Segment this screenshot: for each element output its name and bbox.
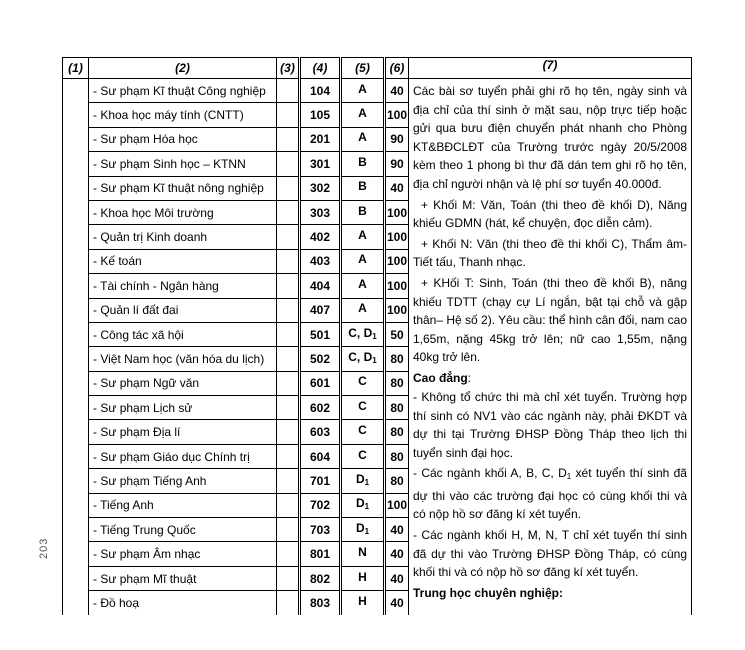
major-name: - Sư phạm Sinh học – KTNN (89, 152, 277, 176)
admissions-table (62, 57, 692, 615)
exam-block: B (341, 176, 385, 200)
quota: 90 (385, 152, 409, 176)
major-code: 802 (300, 566, 341, 590)
quota: 50 (385, 322, 409, 346)
major-code: 502 (300, 347, 341, 371)
major-name: - Sư phạm Kĩ thuật Công nghiệp (89, 79, 277, 103)
major-code: 703 (300, 518, 341, 542)
major-name: - Sư phạm Tiếng Anh (89, 469, 277, 493)
exam-block: A (341, 274, 385, 298)
quota: 40 (385, 591, 409, 615)
major-name: - Sư phạm Hóa học (89, 127, 277, 151)
quota: 100 (385, 298, 409, 322)
major-code: 105 (300, 103, 341, 127)
exam-block: C (341, 420, 385, 444)
quota: 100 (385, 200, 409, 224)
exam-block: A (341, 127, 385, 151)
exam-block: H (341, 566, 385, 590)
major-code: 403 (300, 249, 341, 273)
empty-cell (277, 249, 300, 273)
major-name: - Quản lí đất đai (89, 298, 277, 322)
major-code: 801 (300, 542, 341, 566)
empty-cell (277, 322, 300, 346)
header-col-1: (1) (63, 58, 89, 79)
exam-block: C (341, 396, 385, 420)
empty-cell (277, 176, 300, 200)
quota: 40 (385, 566, 409, 590)
major-code: 301 (300, 152, 341, 176)
notes-cell (409, 79, 692, 615)
quota: 100 (385, 493, 409, 517)
major-code: 803 (300, 591, 341, 615)
major-code: 201 (300, 127, 341, 151)
exam-block: B (341, 200, 385, 224)
header-col-3: (3) (277, 58, 300, 79)
section-heading-vocational: Trung học chuyên nghiệp: (413, 585, 563, 600)
quota: 100 (385, 249, 409, 273)
header-col-6: (6) (385, 58, 409, 79)
quota: 100 (385, 274, 409, 298)
major-name: - Khoa học máy tính (CNTT) (89, 103, 277, 127)
major-name: - Kế toán (89, 249, 277, 273)
empty-cell (277, 152, 300, 176)
empty-cell (277, 518, 300, 542)
major-code: 407 (300, 298, 341, 322)
major-code: 603 (300, 420, 341, 444)
empty-cell (277, 591, 300, 615)
col-1-blank (63, 79, 89, 615)
header-col-5: (5) (341, 58, 385, 79)
quota: 80 (385, 420, 409, 444)
quota: 80 (385, 347, 409, 371)
major-code: 302 (300, 176, 341, 200)
header-col-4: (4) (300, 58, 341, 79)
exam-block: $D_1$ (341, 518, 385, 542)
major-name: - Sư phạm Ngữ văn (89, 371, 277, 395)
header-col-2: (2) (89, 58, 277, 79)
major-name: - Sư phạm Giáo dục Chính trị (89, 444, 277, 468)
exam-block: A (341, 298, 385, 322)
empty-cell (277, 225, 300, 249)
major-code: 303 (300, 200, 341, 224)
empty-cell (277, 396, 300, 420)
exam-block: C (341, 444, 385, 468)
empty-cell (277, 79, 300, 103)
empty-cell (277, 371, 300, 395)
exam-block: H (341, 591, 385, 615)
quota: 40 (385, 79, 409, 103)
quota: 100 (385, 103, 409, 127)
exam-block: A (341, 249, 385, 273)
note-paragraph: + KHối T: Sinh, Toán (thi theo đề khối B), năng khiếu TDTT (chạy cự Lí ngắn, bật tại chỗ và gập thân– Hệ số 2). Yêu cầu: thể hình cân đối, nam cao 1,65m, nặng 45kg trở lên; nữ cao 1,55m, nặng 40kg trở lên. (413, 275, 687, 365)
empty-cell (277, 420, 300, 444)
major-name: - Sư phạm Âm nhạc (89, 542, 277, 566)
major-code: 402 (300, 225, 341, 249)
major-name: - Tài chính - Ngân hàng (89, 274, 277, 298)
quota: 40 (385, 542, 409, 566)
empty-cell (277, 493, 300, 517)
exam-block: A (341, 79, 385, 103)
major-name: - Tiếng Anh (89, 493, 277, 517)
empty-cell (277, 566, 300, 590)
empty-cell (277, 347, 300, 371)
quota: 100 (385, 225, 409, 249)
exam-block: $D_1$ (341, 469, 385, 493)
exam-block: A (341, 225, 385, 249)
note-paragraph: Các bài sơ tuyển phải ghi rõ họ tên, ngày sinh và địa chỉ của thí sinh ở mặt sau, nộp trực tiếp hoặc gửi qua bưu điện chuyển phát nhanh cho Phòng KT&BĐCLĐT của Trường trước ngày 20/5/2008 kèm theo 1 phong bì thư đã dán tem ghi rõ họ tên, địa chỉ người nhận và lệ phí sơ tuyển 40.000đ. (413, 84, 687, 191)
quota: 80 (385, 444, 409, 468)
empty-cell (277, 127, 300, 151)
table-header-row (63, 58, 692, 79)
major-code: 702 (300, 493, 341, 517)
note-paragraph: + Khối M: Văn, Toán (thi theo đề khối D), Năng khiếu GDMN (hát, kể chuyện, đọc diễn cảm). (413, 197, 687, 231)
quota: 40 (385, 518, 409, 542)
note-paragraph: - Các ngành khối A, B, C, $D_1$ xét tuyển thí sinh đã dự thi vào các trường đại học có cùng khối thi và có nộp hồ sơ đăng kí xét tuyển. (413, 466, 687, 522)
quota: 80 (385, 371, 409, 395)
table-row (63, 79, 692, 103)
empty-cell (277, 444, 300, 468)
quota: 40 (385, 176, 409, 200)
empty-cell (277, 298, 300, 322)
exam-block: A (341, 103, 385, 127)
empty-cell (277, 542, 300, 566)
major-code: 701 (300, 469, 341, 493)
major-name: - Công tác xã hội (89, 322, 277, 346)
empty-cell (277, 103, 300, 127)
major-code: 404 (300, 274, 341, 298)
exam-block: $D_1$ (341, 493, 385, 517)
empty-cell (277, 469, 300, 493)
exam-block: C, $D_1$ (341, 322, 385, 346)
note-paragraph: - Các ngành khối H, M, N, T chỉ xét tuyển thí sinh đã dự thi vào Trường ĐHSP Đồng Tháp, có cùng khối thi và có nộp hồ sơ đăng kí xét tuyển. (413, 528, 687, 580)
major-name: - Tiếng Trung Quốc (89, 518, 277, 542)
page-number: 203 (38, 537, 50, 559)
quota: 80 (385, 469, 409, 493)
section-heading-college: Cao đẳng: (413, 370, 472, 385)
note-paragraph: - Không tổ chức thi mà chỉ xét tuyển. Trường hợp thí sinh có NV1 vào các ngành này, phải ĐKDT và dự thi tại Trường ĐHSP Đồng Tháp theo lịch thi tuyển sinh đại học. (413, 389, 687, 460)
exam-block: C, $D_1$ (341, 347, 385, 371)
exam-block: B (341, 152, 385, 176)
major-name: - Sư phạm Mĩ thuật (89, 566, 277, 590)
major-name: - Đồ hoạ (89, 591, 277, 615)
major-code: 601 (300, 371, 341, 395)
major-name: - Quản trị Kinh doanh (89, 225, 277, 249)
quota: 90 (385, 127, 409, 151)
major-name: - Sư phạm Lịch sử (89, 396, 277, 420)
empty-cell (277, 200, 300, 224)
major-name: - Việt Nam học (văn hóa du lịch) (89, 347, 277, 371)
major-name: - Khoa học Môi trường (89, 200, 277, 224)
exam-block: N (341, 542, 385, 566)
major-code: 604 (300, 444, 341, 468)
major-code: 104 (300, 79, 341, 103)
major-name: - Sư phạm Địa lí (89, 420, 277, 444)
empty-cell (277, 274, 300, 298)
major-name: - Sư phạm Kĩ thuật nông nghiệp (89, 176, 277, 200)
exam-block: C (341, 371, 385, 395)
header-col-7: (7) (409, 58, 692, 79)
major-code: 602 (300, 396, 341, 420)
note-paragraph: + Khối N: Văn (thi theo đề thi khối C), Thẩm âm-Tiết tấu, Thanh nhạc. (413, 236, 687, 270)
major-code: 501 (300, 322, 341, 346)
quota: 80 (385, 396, 409, 420)
